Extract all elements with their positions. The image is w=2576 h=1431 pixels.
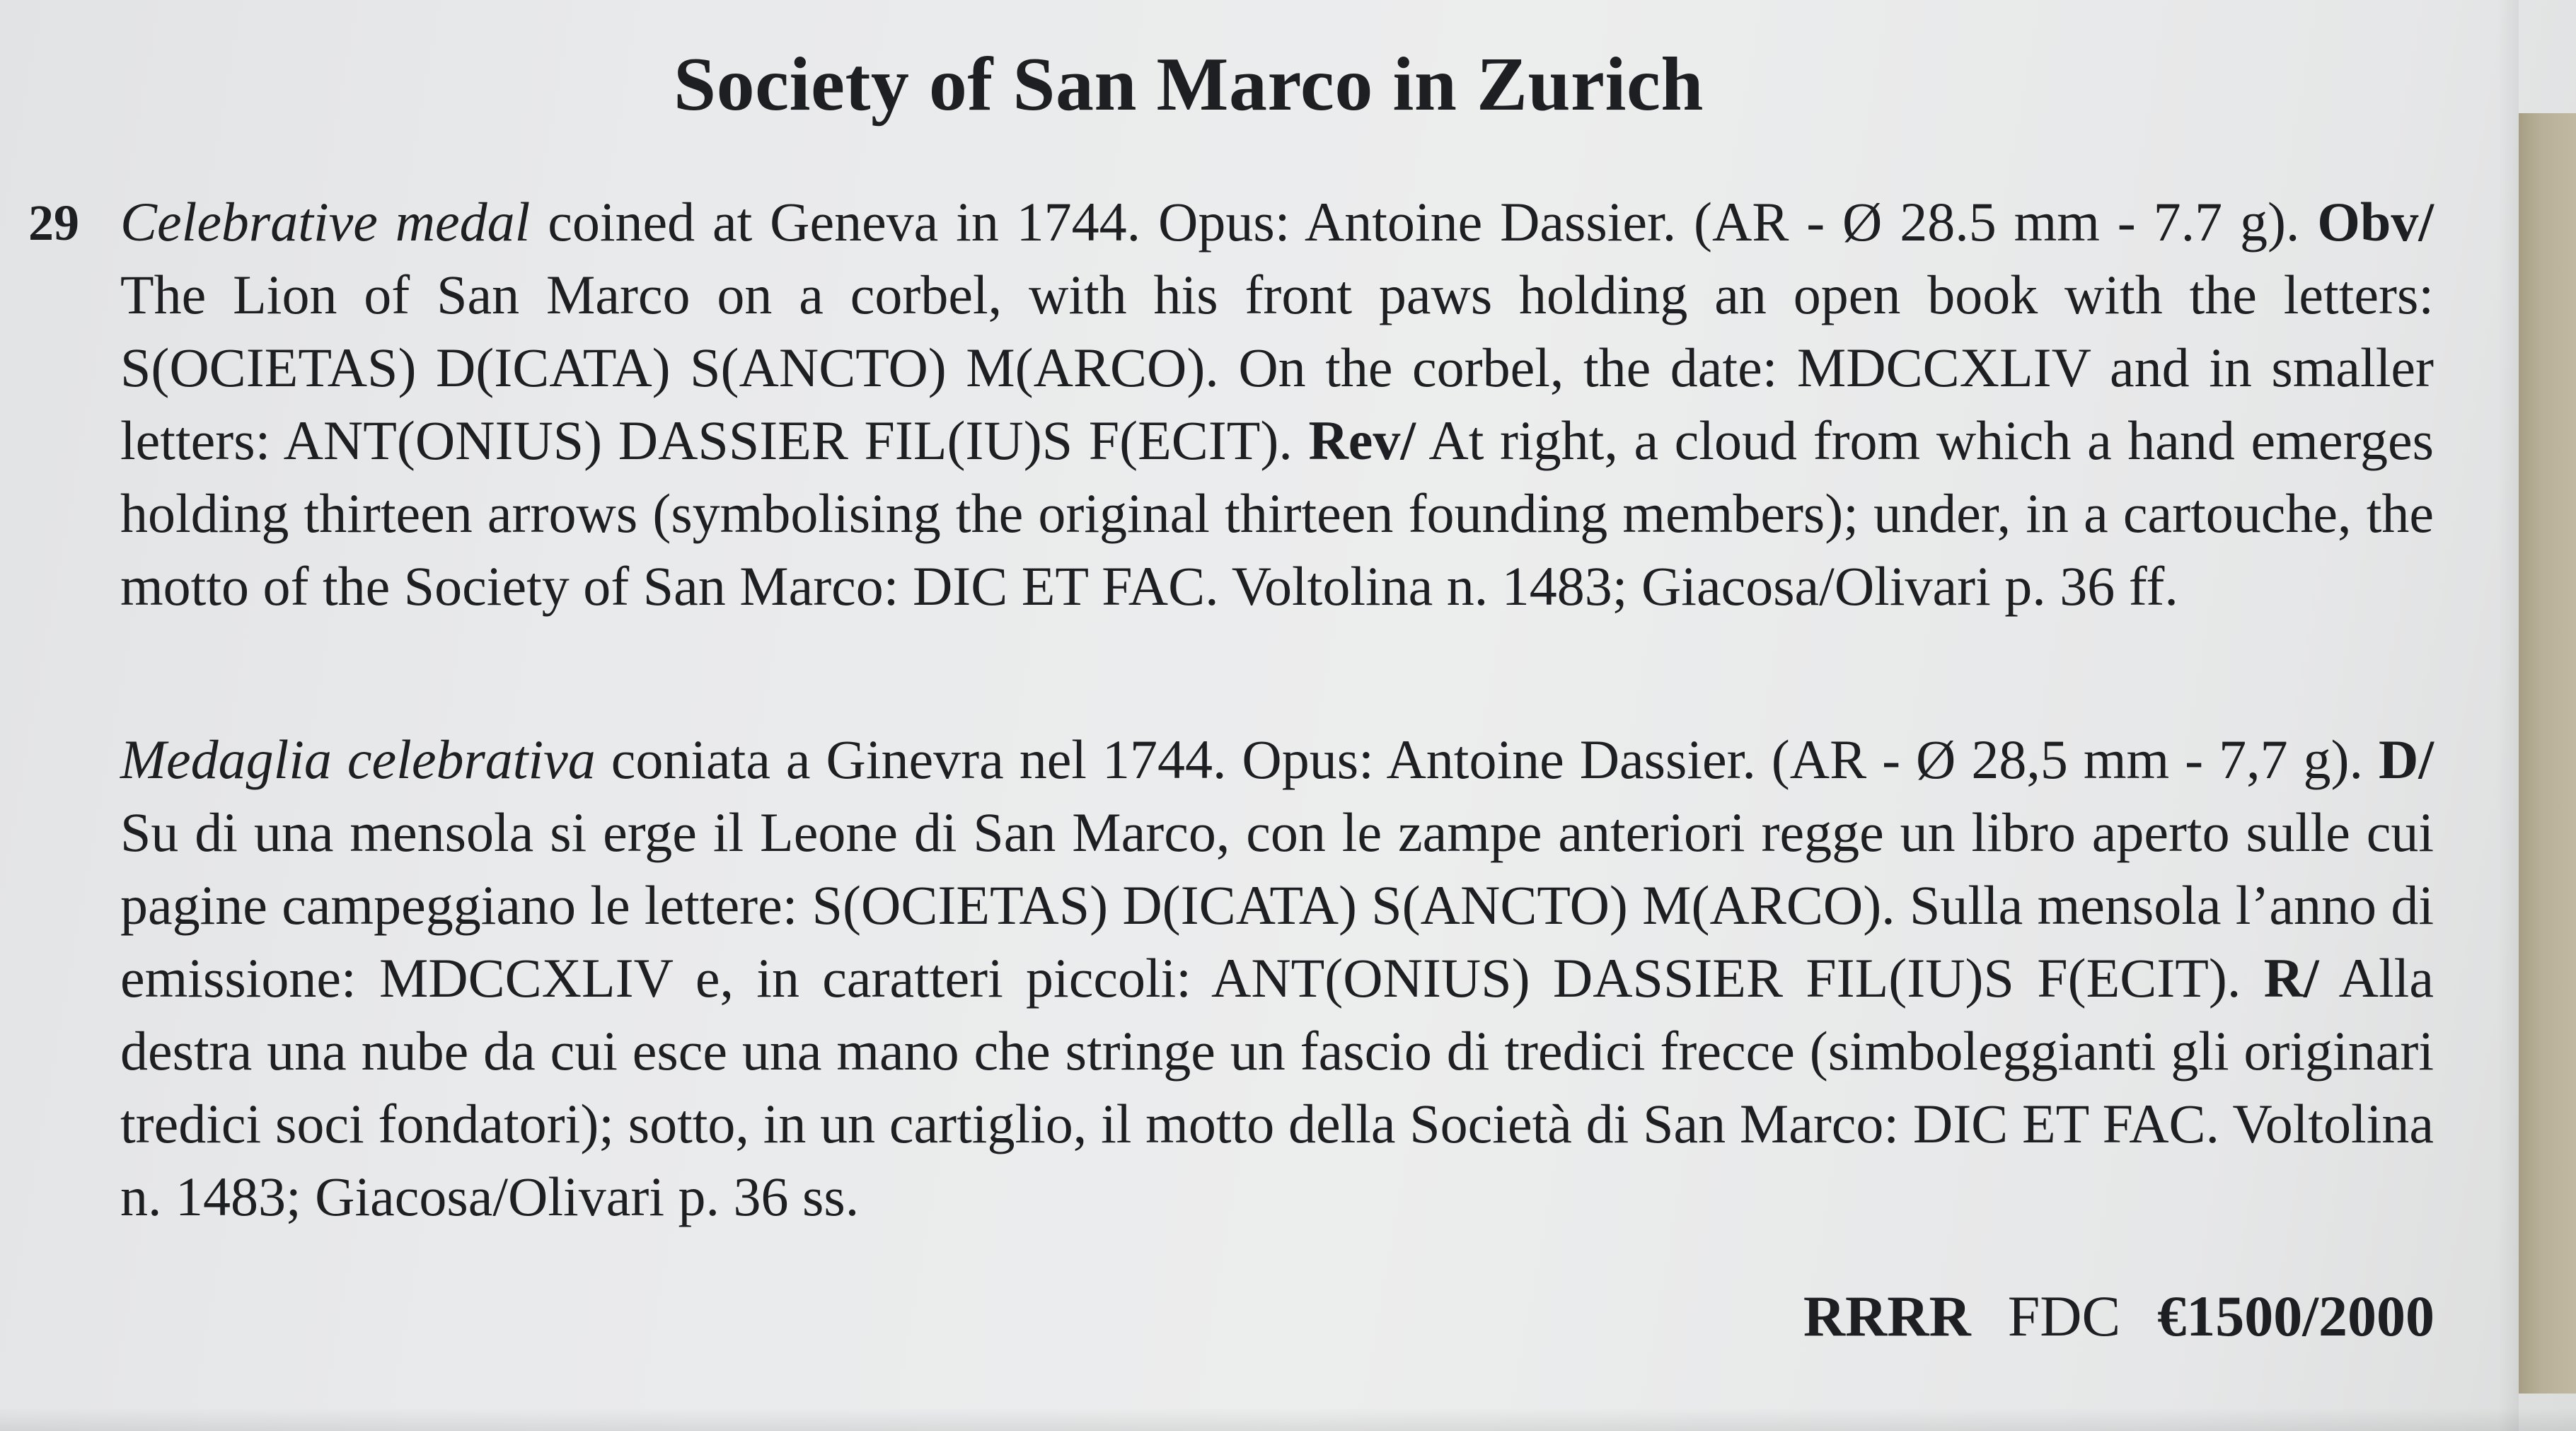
lot-number: 29 [28, 195, 79, 251]
page-fold-shadow [2497, 0, 2519, 1431]
condition-grade: FDC [2007, 1284, 2121, 1348]
adjacent-page-edge [2519, 113, 2576, 1394]
en-intro: coined at Geneva in 1744. Opus: Antoine Dassier. (AR - Ø 28.5 mm - 7.7 g). [530, 191, 2318, 253]
en-type-label: Celebrative medal [120, 191, 531, 253]
bottom-shadow [0, 1408, 2576, 1431]
rarity-grade: RRRR [1803, 1284, 1971, 1348]
en-obverse-text: The Lion of San Marco on a corbel, with his front paws holding an open book with the letters: S(OCIETAS) D(ICATA) S(ANCTO) M(ARCO). On the corbel, the date: MDCCXLIV and in smaller letters: ANT(ONIUS) DASSIER FIL(IU)S F(ECIT). [120, 264, 2434, 471]
en-reverse-text: At right, a cloud from which a hand emerges holding thirteen arrows (symbolising the original thirteen founding members); under, in a cartouche, the motto of the Society of San Marco: DIC ET FAC. Voltolina n. 1483; Giacosa/Olivari p. 36 ff. [120, 410, 2434, 617]
italian-description [120, 723, 2434, 1233]
en-obverse-label: Obv/ [2317, 191, 2435, 253]
it-obverse-text: Su di una mensola si erge il Leone di San Marco, con le zampe anteriori regge un libro aperto sulle cui pagine campeggiano le lettere: S(OCIETAS) D(ICATA) S(ANCTO) M(ARCO). Sulla mensola l’anno di emissione: MDCCXLIV e, in caratteri piccoli: ANT(ONIUS) DASSIER FIL(IU)S F(ECIT). [120, 801, 2434, 1009]
it-intro: coniata a Ginevra nel 1744. Opus: Antoine Dassier. (AR - Ø 28,5 mm - 7,7 g). [595, 729, 2379, 790]
page-title: Society of San Marco in Zurich [674, 42, 1704, 127]
estimate-price: €1500/2000 [2157, 1284, 2435, 1348]
it-reverse-label: R/ [2263, 947, 2319, 1009]
it-obverse-label: D/ [2379, 729, 2434, 790]
english-description [120, 185, 2434, 622]
en-reverse-label: Rev/ [1308, 410, 1416, 471]
it-type-label: Medaglia celebrativa [120, 729, 596, 790]
price-line [1803, 1282, 2435, 1351]
it-reverse-text: Alla destra una nube da cui esce una mano che stringe un fascio di tredici frecce (simboleggianti gli originari tredici soci fondatori); sotto, in un cartiglio, il motto della Società di San Marco: DIC ET FAC. Voltolina n. 1483; Giacosa/Olivari p. 36 ss. [120, 947, 2434, 1227]
